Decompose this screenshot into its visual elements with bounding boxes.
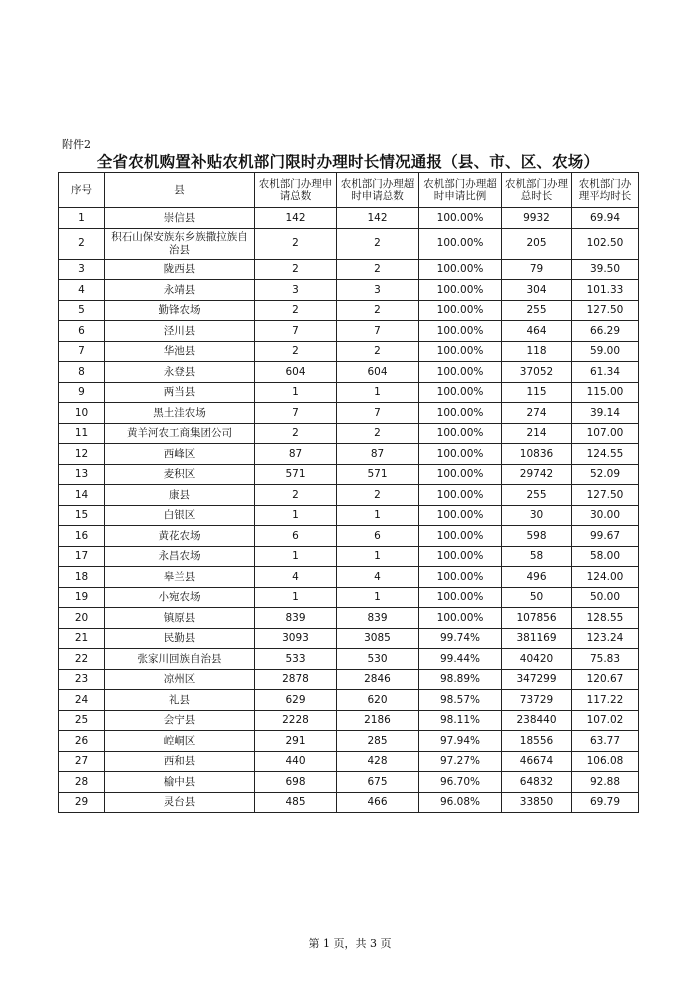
total-duration: 304	[502, 280, 572, 301]
total-duration: 10836	[502, 444, 572, 465]
row-index: 4	[59, 280, 105, 301]
total-duration: 255	[502, 485, 572, 506]
average-duration: 58.00	[572, 546, 639, 567]
county-name: 西峰区	[105, 444, 255, 465]
average-duration: 124.00	[572, 567, 639, 588]
total-applications: 2	[255, 423, 337, 444]
overtime-ratio: 99.74%	[419, 628, 502, 649]
table-row	[59, 772, 639, 793]
average-duration: 101.33	[572, 280, 639, 301]
table-row	[59, 280, 639, 301]
average-duration: 123.24	[572, 628, 639, 649]
county-name: 积石山保安族东乡族撒拉族自治县	[105, 228, 255, 259]
total-applications: 3093	[255, 628, 337, 649]
county-name: 黑土洼农场	[105, 403, 255, 424]
overtime-applications: 2186	[337, 710, 419, 731]
row-index: 12	[59, 444, 105, 465]
overtime-ratio: 100.00%	[419, 208, 502, 229]
total-duration: 274	[502, 403, 572, 424]
average-duration: 92.88	[572, 772, 639, 793]
overtime-applications: 2	[337, 485, 419, 506]
county-name: 两当县	[105, 382, 255, 403]
total-duration: 79	[502, 259, 572, 280]
average-duration: 120.67	[572, 669, 639, 690]
total-applications: 485	[255, 792, 337, 813]
total-duration: 381169	[502, 628, 572, 649]
total-applications: 440	[255, 751, 337, 772]
average-duration: 39.14	[572, 403, 639, 424]
overtime-ratio: 99.44%	[419, 649, 502, 670]
average-duration: 59.00	[572, 341, 639, 362]
overtime-applications: 2	[337, 228, 419, 259]
total-duration: 107856	[502, 608, 572, 629]
overtime-applications: 2846	[337, 669, 419, 690]
average-duration: 102.50	[572, 228, 639, 259]
overtime-applications: 142	[337, 208, 419, 229]
county-name: 小宛农场	[105, 587, 255, 608]
table-row	[59, 259, 639, 280]
table-row	[59, 546, 639, 567]
average-duration: 30.00	[572, 505, 639, 526]
table-row	[59, 587, 639, 608]
overtime-applications: 2	[337, 423, 419, 444]
total-applications: 291	[255, 731, 337, 752]
total-applications: 7	[255, 321, 337, 342]
county-name: 会宁县	[105, 710, 255, 731]
total-duration: 205	[502, 228, 572, 259]
total-applications: 839	[255, 608, 337, 629]
county-name: 灵台县	[105, 792, 255, 813]
header-total-applications: 农机部门办理申请总数	[255, 173, 337, 208]
overtime-applications: 571	[337, 464, 419, 485]
table-row	[59, 403, 639, 424]
page-footer: 第 1 页，共 3 页	[308, 937, 392, 950]
total-applications: 533	[255, 649, 337, 670]
county-name: 勤锋农场	[105, 300, 255, 321]
total-duration: 214	[502, 423, 572, 444]
county-name: 西和县	[105, 751, 255, 772]
average-duration: 127.50	[572, 300, 639, 321]
average-duration: 75.83	[572, 649, 639, 670]
row-index: 1	[59, 208, 105, 229]
county-name: 康县	[105, 485, 255, 506]
row-index: 13	[59, 464, 105, 485]
overtime-ratio: 98.89%	[419, 669, 502, 690]
table-row	[59, 228, 639, 259]
header-row	[59, 173, 639, 208]
overtime-ratio: 100.00%	[419, 485, 502, 506]
total-applications: 1	[255, 546, 337, 567]
row-index: 5	[59, 300, 105, 321]
row-index: 19	[59, 587, 105, 608]
overtime-ratio: 100.00%	[419, 280, 502, 301]
table-row	[59, 505, 639, 526]
row-index: 22	[59, 649, 105, 670]
average-duration: 106.08	[572, 751, 639, 772]
overtime-applications: 7	[337, 403, 419, 424]
overtime-ratio: 100.00%	[419, 505, 502, 526]
row-index: 24	[59, 690, 105, 711]
table-row	[59, 526, 639, 547]
table-row	[59, 608, 639, 629]
average-duration: 107.00	[572, 423, 639, 444]
row-index: 23	[59, 669, 105, 690]
table-row	[59, 444, 639, 465]
overtime-applications: 530	[337, 649, 419, 670]
county-name: 镇原县	[105, 608, 255, 629]
row-index: 27	[59, 751, 105, 772]
overtime-ratio: 100.00%	[419, 526, 502, 547]
total-duration: 118	[502, 341, 572, 362]
county-name: 麦积区	[105, 464, 255, 485]
overtime-applications: 1	[337, 505, 419, 526]
total-applications: 6	[255, 526, 337, 547]
overtime-ratio: 96.70%	[419, 772, 502, 793]
county-name: 泾川县	[105, 321, 255, 342]
average-duration: 66.29	[572, 321, 639, 342]
total-applications: 87	[255, 444, 337, 465]
total-applications: 2	[255, 341, 337, 362]
average-duration: 69.79	[572, 792, 639, 813]
overtime-applications: 604	[337, 362, 419, 383]
county-name: 榆中县	[105, 772, 255, 793]
overtime-applications: 7	[337, 321, 419, 342]
county-name: 华池县	[105, 341, 255, 362]
overtime-ratio: 100.00%	[419, 587, 502, 608]
overtime-applications: 3	[337, 280, 419, 301]
row-index: 18	[59, 567, 105, 588]
overtime-applications: 1	[337, 546, 419, 567]
table-row	[59, 321, 639, 342]
table-row	[59, 628, 639, 649]
total-duration: 40420	[502, 649, 572, 670]
row-index: 14	[59, 485, 105, 506]
overtime-applications: 285	[337, 731, 419, 752]
total-duration: 46674	[502, 751, 572, 772]
table-row	[59, 341, 639, 362]
total-duration: 58	[502, 546, 572, 567]
total-duration: 496	[502, 567, 572, 588]
total-duration: 9932	[502, 208, 572, 229]
average-duration: 69.94	[572, 208, 639, 229]
total-applications: 2	[255, 259, 337, 280]
table-row	[59, 567, 639, 588]
county-name: 白银区	[105, 505, 255, 526]
total-applications: 604	[255, 362, 337, 383]
total-duration: 347299	[502, 669, 572, 690]
overtime-ratio: 100.00%	[419, 444, 502, 465]
county-name: 民勤县	[105, 628, 255, 649]
total-duration: 18556	[502, 731, 572, 752]
average-duration: 117.22	[572, 690, 639, 711]
overtime-applications: 839	[337, 608, 419, 629]
table-row	[59, 423, 639, 444]
overtime-ratio: 100.00%	[419, 567, 502, 588]
average-duration: 39.50	[572, 259, 639, 280]
row-index: 26	[59, 731, 105, 752]
county-name: 陇西县	[105, 259, 255, 280]
county-name: 黄羊河农工商集团公司	[105, 423, 255, 444]
overtime-applications: 675	[337, 772, 419, 793]
total-duration: 33850	[502, 792, 572, 813]
header-overtime-applications: 农机部门办理超时申请总数	[337, 173, 419, 208]
overtime-applications: 620	[337, 690, 419, 711]
table-row	[59, 485, 639, 506]
table-row	[59, 690, 639, 711]
row-index: 28	[59, 772, 105, 793]
overtime-ratio: 97.94%	[419, 731, 502, 752]
row-index: 2	[59, 228, 105, 259]
average-duration: 50.00	[572, 587, 639, 608]
overtime-ratio: 98.11%	[419, 710, 502, 731]
header-overtime-ratio: 农机部门办理超时申请比例	[419, 173, 502, 208]
county-name: 永靖县	[105, 280, 255, 301]
total-applications: 2878	[255, 669, 337, 690]
row-index: 15	[59, 505, 105, 526]
county-name: 崆峒区	[105, 731, 255, 752]
county-name: 皋兰县	[105, 567, 255, 588]
row-index: 11	[59, 423, 105, 444]
overtime-ratio: 100.00%	[419, 341, 502, 362]
table-row	[59, 792, 639, 813]
county-name: 崇信县	[105, 208, 255, 229]
header-total-duration: 农机部门办理总时长	[502, 173, 572, 208]
row-index: 29	[59, 792, 105, 813]
table-row	[59, 300, 639, 321]
table-row	[59, 751, 639, 772]
total-applications: 1	[255, 382, 337, 403]
total-duration: 73729	[502, 690, 572, 711]
county-name: 永昌农场	[105, 546, 255, 567]
overtime-applications: 4	[337, 567, 419, 588]
average-duration: 128.55	[572, 608, 639, 629]
average-duration: 127.50	[572, 485, 639, 506]
total-applications: 142	[255, 208, 337, 229]
row-index: 21	[59, 628, 105, 649]
overtime-ratio: 96.08%	[419, 792, 502, 813]
county-name: 张家川回族自治县	[105, 649, 255, 670]
total-applications: 1	[255, 587, 337, 608]
total-applications: 2228	[255, 710, 337, 731]
total-applications: 571	[255, 464, 337, 485]
average-duration: 124.55	[572, 444, 639, 465]
total-duration: 255	[502, 300, 572, 321]
overtime-applications: 6	[337, 526, 419, 547]
row-index: 7	[59, 341, 105, 362]
table-row	[59, 464, 639, 485]
header-index: 序号	[59, 173, 105, 208]
overtime-applications: 87	[337, 444, 419, 465]
overtime-ratio: 100.00%	[419, 300, 502, 321]
total-applications: 2	[255, 485, 337, 506]
county-name: 黄花农场	[105, 526, 255, 547]
row-index: 9	[59, 382, 105, 403]
overtime-ratio: 100.00%	[419, 228, 502, 259]
total-applications: 2	[255, 228, 337, 259]
table-row	[59, 710, 639, 731]
table-row	[59, 382, 639, 403]
total-duration: 598	[502, 526, 572, 547]
report-title: 全省农机购置补贴农机部门限时办理时长情况通报（县、市、区、农场）	[96, 153, 600, 171]
average-duration: 52.09	[572, 464, 639, 485]
overtime-ratio: 100.00%	[419, 464, 502, 485]
overtime-ratio: 97.27%	[419, 751, 502, 772]
county-name: 礼县	[105, 690, 255, 711]
overtime-applications: 2	[337, 300, 419, 321]
row-index: 17	[59, 546, 105, 567]
overtime-ratio: 100.00%	[419, 362, 502, 383]
table-row	[59, 362, 639, 383]
row-index: 6	[59, 321, 105, 342]
overtime-applications: 466	[337, 792, 419, 813]
table-body	[59, 208, 639, 813]
total-duration: 37052	[502, 362, 572, 383]
total-duration: 29742	[502, 464, 572, 485]
average-duration: 115.00	[572, 382, 639, 403]
overtime-ratio: 100.00%	[419, 382, 502, 403]
total-applications: 7	[255, 403, 337, 424]
total-duration: 50	[502, 587, 572, 608]
overtime-ratio: 100.00%	[419, 423, 502, 444]
county-name: 永登县	[105, 362, 255, 383]
report-table	[58, 172, 639, 813]
average-duration: 63.77	[572, 731, 639, 752]
row-index: 10	[59, 403, 105, 424]
total-duration: 238440	[502, 710, 572, 731]
overtime-ratio: 100.00%	[419, 546, 502, 567]
overtime-ratio: 98.57%	[419, 690, 502, 711]
average-duration: 107.02	[572, 710, 639, 731]
total-duration: 30	[502, 505, 572, 526]
overtime-applications: 428	[337, 751, 419, 772]
overtime-ratio: 100.00%	[419, 403, 502, 424]
overtime-applications: 2	[337, 341, 419, 362]
overtime-ratio: 100.00%	[419, 321, 502, 342]
total-applications: 4	[255, 567, 337, 588]
overtime-applications: 3085	[337, 628, 419, 649]
total-applications: 2	[255, 300, 337, 321]
overtime-applications: 1	[337, 382, 419, 403]
overtime-applications: 1	[337, 587, 419, 608]
row-index: 20	[59, 608, 105, 629]
table-row	[59, 669, 639, 690]
header-county: 县	[105, 173, 255, 208]
table-row	[59, 208, 639, 229]
total-duration: 64832	[502, 772, 572, 793]
total-duration: 464	[502, 321, 572, 342]
total-applications: 698	[255, 772, 337, 793]
overtime-ratio: 100.00%	[419, 608, 502, 629]
row-index: 3	[59, 259, 105, 280]
row-index: 8	[59, 362, 105, 383]
attachment-label: 附件2	[62, 138, 91, 151]
table-row	[59, 649, 639, 670]
overtime-ratio: 100.00%	[419, 259, 502, 280]
county-name: 凉州区	[105, 669, 255, 690]
total-applications: 1	[255, 505, 337, 526]
table-row	[59, 731, 639, 752]
average-duration: 61.34	[572, 362, 639, 383]
row-index: 16	[59, 526, 105, 547]
total-applications: 629	[255, 690, 337, 711]
total-duration: 115	[502, 382, 572, 403]
row-index: 25	[59, 710, 105, 731]
header-average-duration: 农机部门办理平均时长	[572, 173, 639, 208]
overtime-applications: 2	[337, 259, 419, 280]
total-applications: 3	[255, 280, 337, 301]
average-duration: 99.67	[572, 526, 639, 547]
